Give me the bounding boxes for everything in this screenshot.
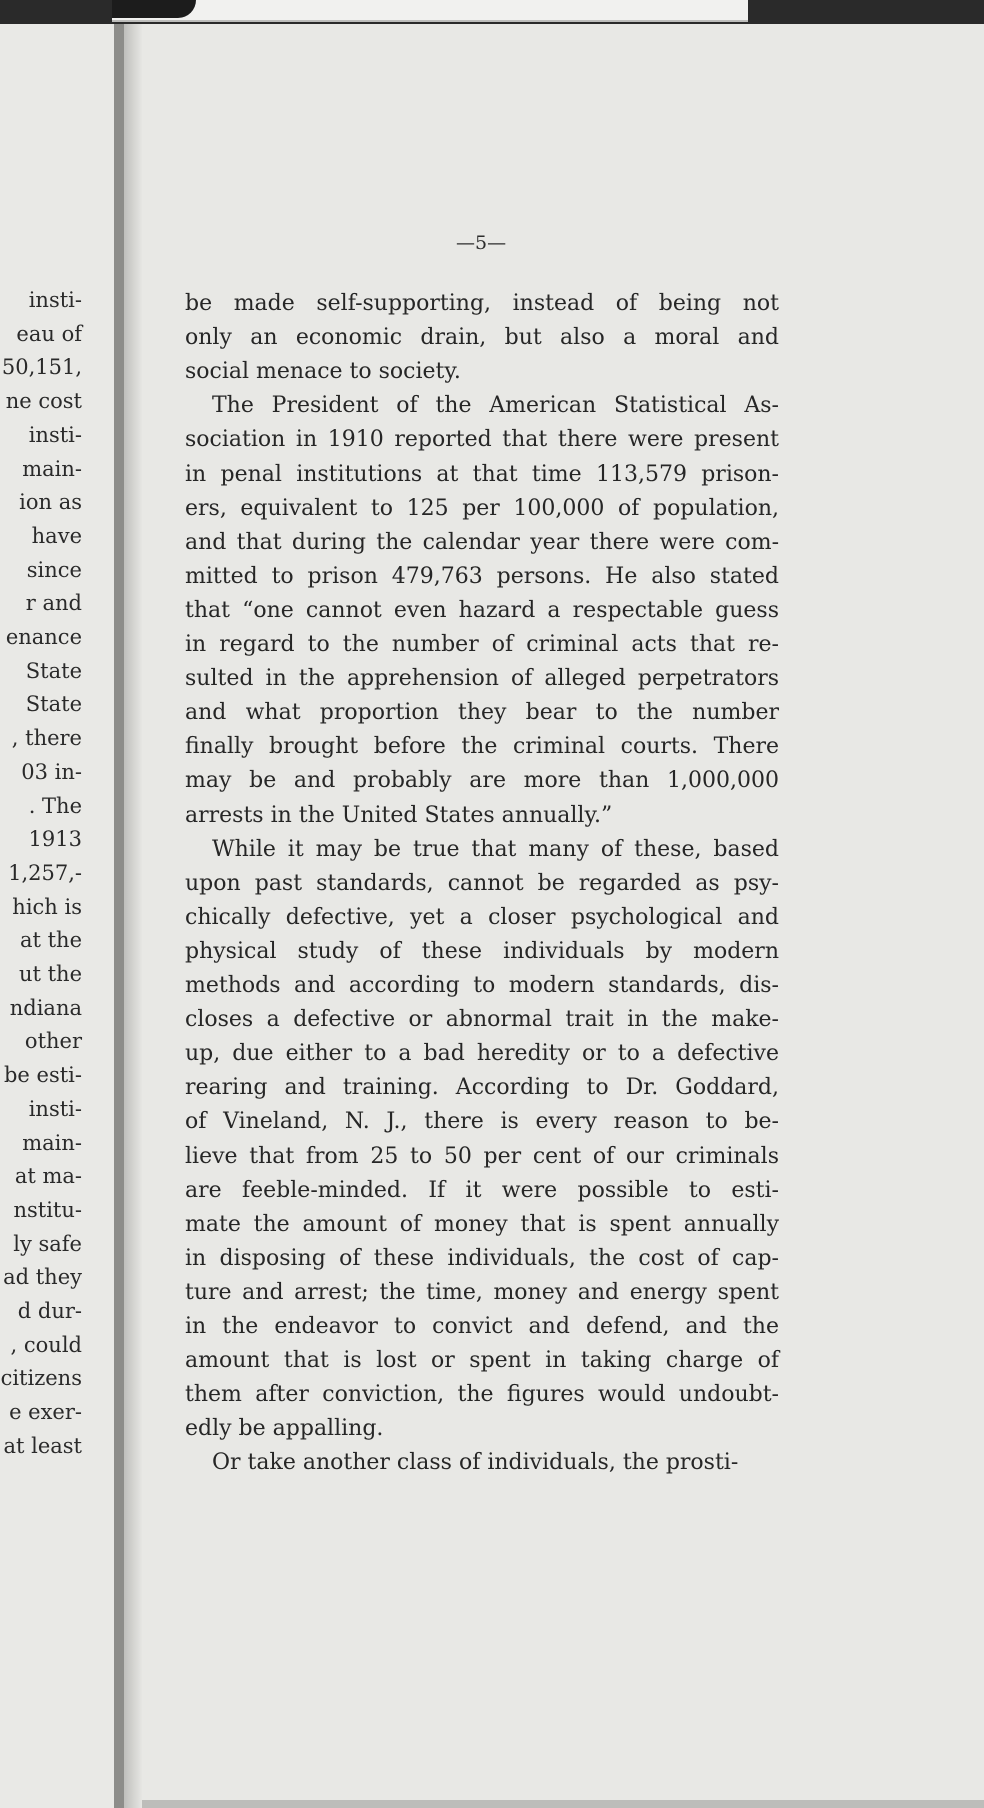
left-page-line: citizens: [0, 1366, 82, 1391]
text-line: methods and according to modern standards, dis-: [185, 973, 779, 998]
left-page-line: eau of: [16, 321, 82, 346]
left-page-line: at the: [19, 928, 82, 953]
left-page-line: . The: [28, 793, 82, 818]
left-page-line: 50,151,: [1, 355, 82, 380]
text-line: chically defective, yet a closer psychological and: [185, 904, 779, 930]
left-page-line: have: [31, 523, 82, 548]
left-page-line: hich is: [12, 894, 82, 919]
text-line: up, due either to a bad heredity or to a defective: [185, 1041, 779, 1067]
text-line: lieve that from 25 to 50 per cent of our criminals: [185, 1143, 779, 1169]
left-page-line: ne cost: [5, 389, 82, 414]
text-line: may be and probably are more than 1,000,000: [185, 768, 779, 794]
left-page-line: ion as: [19, 490, 82, 515]
left-page-line: 1,257,-: [8, 860, 82, 885]
text-line: and what proportion they bear to the number: [185, 700, 779, 726]
left-page-line: enance: [5, 625, 82, 649]
page-number: —5—: [456, 232, 507, 254]
left-page-line: r and: [25, 591, 82, 616]
text-line: Or take another class of individuals, the prosti-: [212, 1450, 739, 1476]
left-page-line: other: [24, 1029, 82, 1054]
left-page-line: 1913: [28, 827, 82, 852]
left-page-line: main-: [22, 456, 82, 481]
left-page-line: be esti-: [3, 1063, 82, 1088]
page-bottom-edge: [142, 1800, 984, 1808]
left-page-line: nstitu-: [13, 1197, 82, 1222]
text-line: in regard to the number of criminal acts that re-: [185, 632, 779, 657]
left-page-line: main-: [22, 1130, 82, 1155]
text-line: closes a defective or abnormal trait in the make-: [185, 1007, 779, 1033]
text-line: in penal institutions at that time 113,579 prison-: [185, 461, 779, 487]
top-card-edge: [112, 0, 748, 22]
left-page-line: at least: [3, 1433, 82, 1458]
left-page-line: , there: [11, 726, 82, 751]
text-line: social menace to society.: [185, 359, 461, 385]
text-line: The President of the American Statistical As-: [212, 393, 779, 419]
left-page-line: insti-: [28, 1096, 82, 1121]
text-line: and that during the calendar year there were com-: [185, 529, 779, 555]
text-line: in the endeavor to convict and defend, and the: [185, 1314, 779, 1339]
text-line: ture and arrest; the time, money and energy spent: [185, 1279, 779, 1305]
text-line: While it may be true that many of these, based: [212, 836, 779, 862]
text-line: physical study of these individuals by modern: [185, 938, 779, 964]
text-line: sociation in 1910 reported that there were present: [185, 427, 779, 453]
left-page-line: e exer-: [9, 1400, 82, 1425]
left-page-line: ut the: [18, 962, 82, 986]
text-line: be made self-supporting, instead of being not: [185, 291, 779, 316]
top-dark-mark: [112, 0, 196, 18]
text-line: upon past standards, cannot be regarded as psy-: [185, 870, 779, 896]
left-page-line: ndiana: [9, 995, 82, 1020]
left-page-line: 03 in-: [21, 759, 82, 784]
text-line: edly be appalling.: [185, 1416, 384, 1442]
left-page-line: insti-: [28, 288, 82, 312]
text-line: arrests in the United States annually.”: [185, 802, 613, 828]
left-page-line: State: [25, 692, 82, 717]
left-page-line: , could: [10, 1332, 82, 1357]
left-page-line: since: [26, 557, 82, 582]
text-line: are feeble-minded. If it were possible to esti-: [185, 1177, 779, 1203]
text-line: mate the amount of money that is spent annually: [185, 1211, 779, 1237]
binding-gutter: [114, 24, 124, 1808]
text-line: amount that is lost or spent in taking charge of: [185, 1348, 779, 1374]
text-line: sulted in the apprehension of alleged perpetrators: [185, 666, 779, 692]
gutter-shadow: [124, 24, 142, 1808]
text-line: ers, equivalent to 125 per 100,000 of population,: [185, 495, 779, 521]
left-page-line: at ma-: [14, 1164, 82, 1189]
text-line: of Vineland, N. J., there is every reason to be-: [185, 1109, 779, 1135]
text-line: that “one cannot even hazard a respectable guess: [185, 597, 779, 623]
left-page-line: State: [25, 658, 82, 683]
text-line: mitted to prison 479,763 persons. He also stated: [185, 563, 779, 589]
left-page-line: ly safe: [13, 1231, 82, 1256]
text-line: in disposing of these individuals, the cost of cap-: [185, 1245, 779, 1271]
text-line: rearing and training. According to Dr. Goddard,: [185, 1075, 779, 1101]
left-page-line: insti-: [28, 422, 82, 447]
facing-page-fragment: [0, 24, 114, 1808]
left-page-line: ad they: [3, 1265, 82, 1290]
left-page-line: d dur-: [17, 1299, 82, 1323]
text-line: only an economic drain, but also a moral and: [185, 325, 779, 351]
text-line: finally brought before the criminal courts. There: [185, 734, 779, 760]
text-line: them after conviction, the figures would undoubt-: [185, 1382, 779, 1408]
